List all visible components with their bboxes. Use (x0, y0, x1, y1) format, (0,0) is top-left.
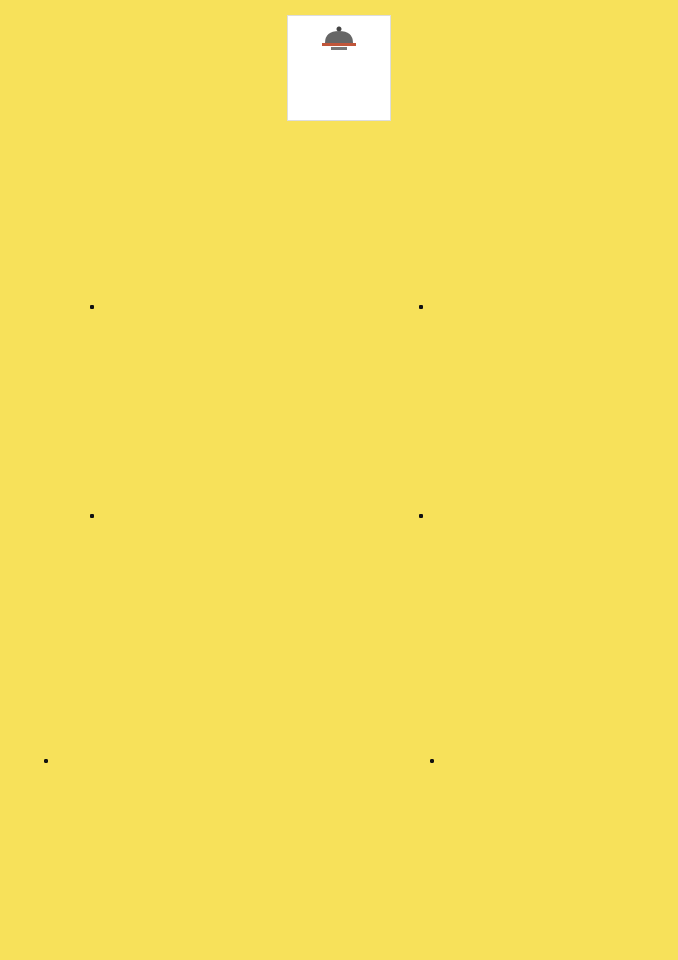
logo (287, 15, 391, 121)
cloche-icon (319, 25, 359, 51)
